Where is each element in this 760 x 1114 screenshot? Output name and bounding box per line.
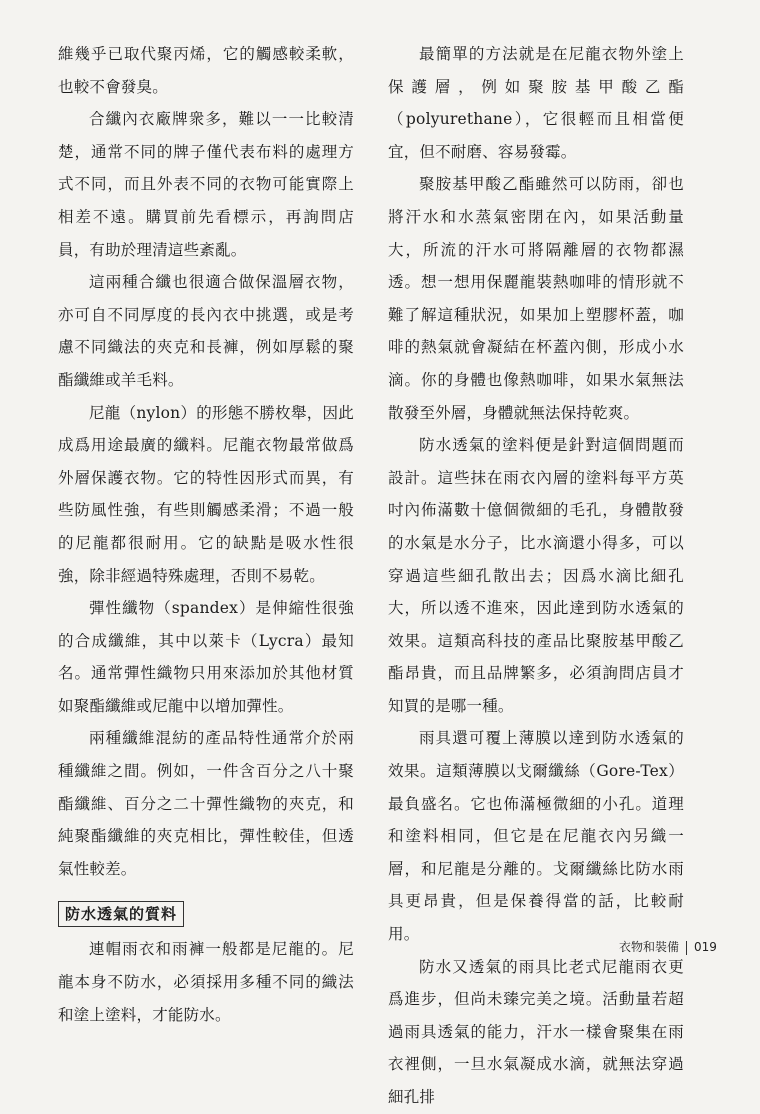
paragraph: 連帽雨衣和雨褲一般都是尼龍的。尼龍本身不防水，必須採用多種不同的織法和塗上塗料，才能防水。 <box>58 940 354 1024</box>
paragraph: 彈性纖物（spandex）是伸縮性很強的合成纖維，其中以萊卡（Lycra）最知名。通常彈性織物只用來添加於其他材質如聚酯纖維或尼龍中以增加彈性。 <box>58 599 354 715</box>
paragraph: 尼龍（nylon）的形態不勝枚舉，因此成爲用途最廣的纖料。尼龍衣物最常做爲外層保護衣物。它的特性因形式而異，有些防風性強，有些則觸感柔滑；不過一般的尼龍都很耐用。它的缺點是吸水性很強，除非經過特殊處理，否則不易乾。 <box>58 403 354 585</box>
left-column <box>58 38 354 1031</box>
paragraph: 合纖內衣廠牌衆多，難以一一比較清楚，通常不同的牌子僅代表布料的處理方式不同，而且外表不同的衣物可能實際上相差不遠。購買前先看標示，再詢問店員，有助於理清這些紊亂。 <box>58 110 354 259</box>
paragraph: 最簡單的方法就是在尼龍衣物外塗上保護層，例如聚胺基甲酸乙酯（polyurethane），它很輕而且相當便宜，但不耐磨、容易發霉。 <box>388 45 684 161</box>
paragraph: 這兩種合纖也很適合做保溫層衣物，亦可自不同厚度的長內衣中挑選，或是考慮不同織法的夾克和長褲，例如厚鬆的聚酯纖維或羊毛料。 <box>58 273 354 389</box>
paragraph: 維幾乎已取代聚丙烯，它的觸感較柔軟，也較不會發臭。 <box>58 45 354 96</box>
paragraph: 聚胺基甲酸乙酯雖然可以防雨，卻也將汗水和水蒸氣密閉在內，如果活動量大，所流的汗水可將隔離層的衣物都濕透。想一想用保麗龍裝熱咖啡的情形就不難了解這種狀況，如果加上塑膠杯蓋，咖啡的熱氣就會凝結在杯蓋內側，形成小水滴。你的身體也像熱咖啡，如果水氣無法散發至外層，身體就無法保持乾爽。 <box>388 175 684 422</box>
paragraph: 防水又透氣的雨具比老式尼龍雨衣更爲進步，但尚未臻完美之境。活動量若超過雨具透氣的能力，汗水一樣會聚集在雨衣裡側，一旦水氣凝成水滴，就無法穿過細孔排 <box>388 957 684 1106</box>
paragraph: 防水透氣的塗料便是針對這個問題而設計。這些抹在雨衣內層的塗料每平方英吋內佈滿數十億個微細的毛孔，身體散發的水氣是水分子，比水滴還小得多，可以穿過這些細孔散出去；因爲水滴比細孔大，所以透不進來，因此達到防水透氣的效果。這類高科技的產品比聚胺基甲酸乙酯昂貴，而且品牌繁多，必須詢問店員才知買的是哪一種。 <box>388 436 684 715</box>
section-heading: 防水透氣的質料 <box>58 901 184 927</box>
footer-section-title: 衣物和裝備 <box>619 940 680 954</box>
paragraph: 兩種纖維混紡的產品特性通常介於兩種纖維之間。例如，一件含百分之八十聚酯纖維、百分之二十彈性織物的夾克，和純聚酯纖維的夾克相比，彈性較佳，但透氣性較差。 <box>58 729 354 878</box>
footer-divider <box>686 941 687 955</box>
paragraph: 雨具還可覆上薄膜以達到防水透氣的效果。這類薄膜以戈爾纖絲（Gore-Tex）最負盛名。它也佈滿極微細的小孔。道理和塗料相同，但它是在尼龍衣內另織一層，和尼龍是分離的。戈爾纖絲比防水雨具更昂貴，但是保養得當的話，比較耐用。 <box>388 729 684 944</box>
page-number: 019 <box>694 940 717 954</box>
page-footer <box>619 938 717 955</box>
